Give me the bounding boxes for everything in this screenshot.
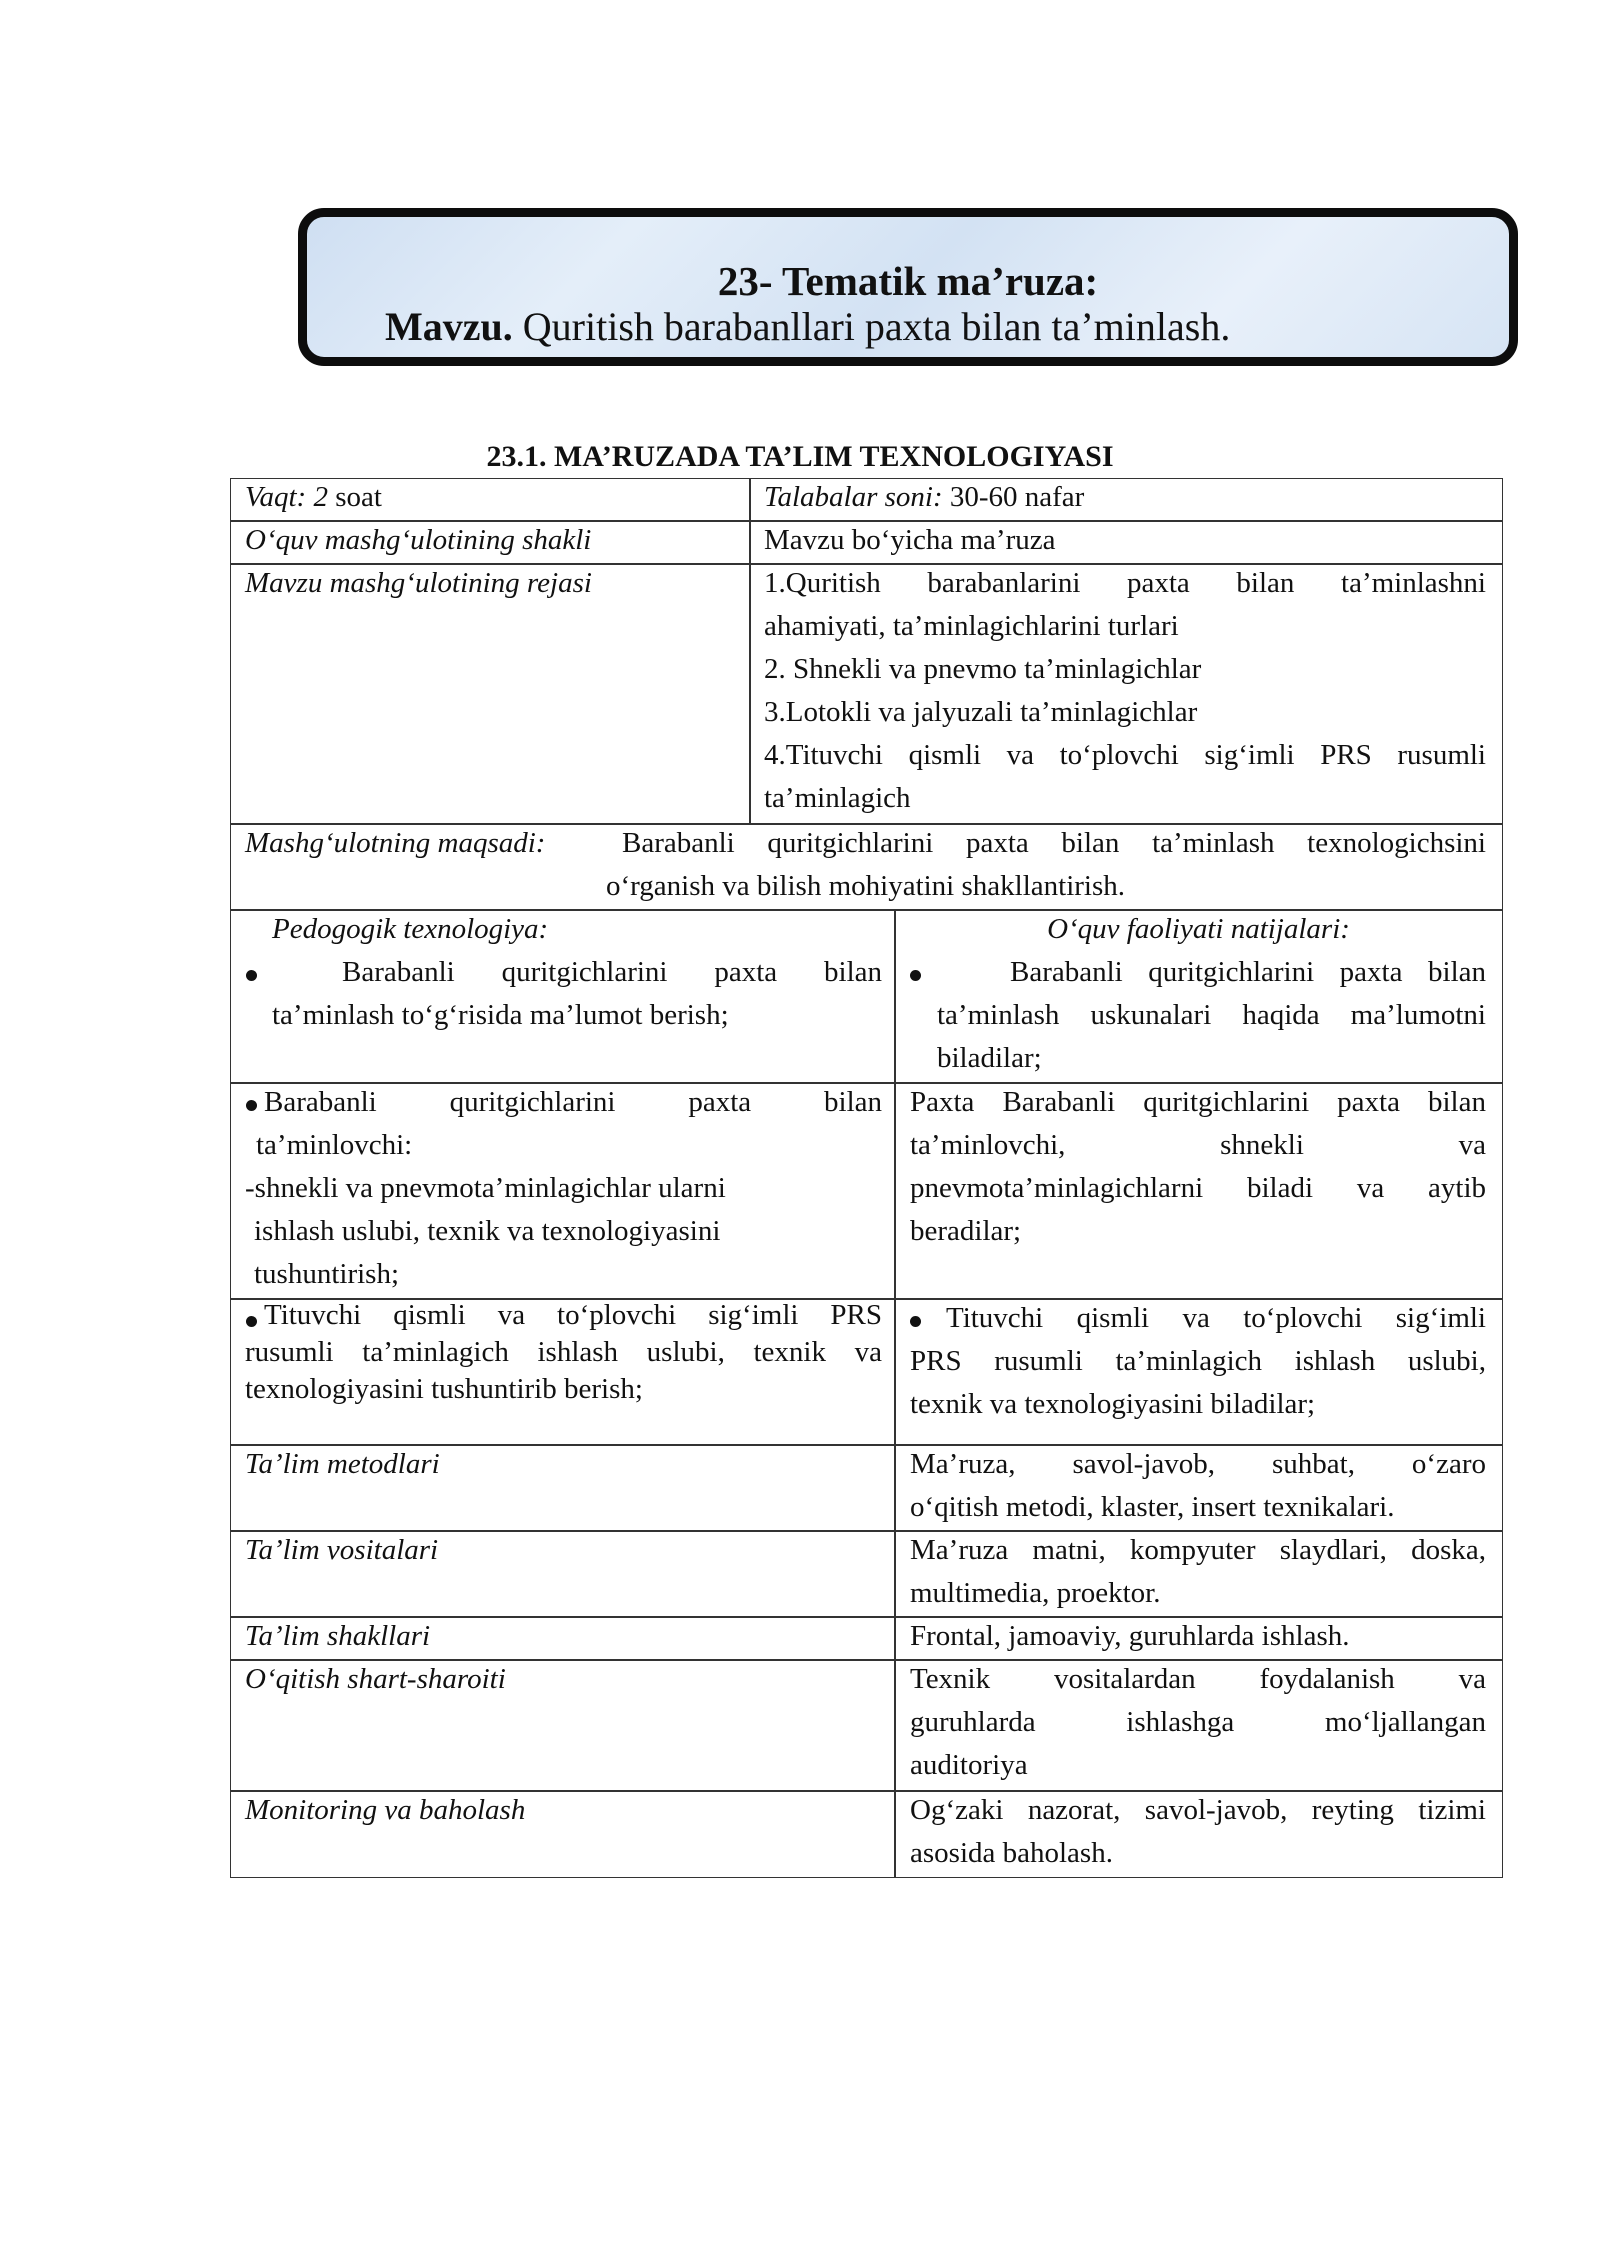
cond-line-1: Texnik vositalardan foydalanish va (910, 1663, 1486, 1695)
ped2-line-5: tushuntirish; (254, 1258, 400, 1290)
plan-item-4b: ta’minlagich (764, 782, 911, 814)
forms-value: Frontal, jamoaviy, guruhlarda ishlash. (910, 1620, 1350, 1652)
cond-line-2: guruhlarda ishlashga mo‘ljallangan (910, 1706, 1486, 1738)
ped1-line-2: ta’minlash to‘g‘risida ma’lumot berish; (272, 999, 729, 1031)
lecture-banner (298, 208, 1518, 366)
methods-label: Ta’lim metodlari (245, 1448, 440, 1480)
mon-label: Monitoring va baholash (245, 1794, 526, 1826)
lecture-topic (385, 303, 1230, 350)
students-text: Talabalar soni: 30-60 nafar (764, 481, 1085, 513)
plan-item-4: 4.Tituvchi qismli va to‘plovchi sig‘imli PRS rusumli (764, 739, 1486, 771)
goal-line-2: o‘rganish va bilish mohiyatini shakllantirish. (606, 870, 1125, 902)
goal-line-1: Barabanli quritgichlarini paxta bilan ta’minlash texnologichsini (622, 827, 1486, 859)
res2-line-3: pnevmota’minlagichlarni biladi va aytib (910, 1172, 1486, 1204)
lecture-heading: 23- Tematik ma’ruza: (717, 258, 1099, 304)
tools-line-2: multimedia, proektor. (910, 1577, 1161, 1609)
section-title: 23.1. MA’RUZADA TA’LIM TEXNOLOGIYASI (486, 440, 1114, 473)
ped3-line-2: rusumli ta’minlagich ishlash uslubi, texnik va (245, 1336, 882, 1368)
forms-label: Ta’lim shakllari (245, 1620, 431, 1652)
cond-label: O‘qitish shart-sharoiti (245, 1663, 506, 1695)
topic-text: Quritish barabanllari paxta bilan ta’minlash. (512, 304, 1231, 349)
topic-label: Mavzu. (385, 304, 513, 349)
ped-header: Pedogogik texnologiya: (272, 913, 549, 945)
form-label: O‘quv mashg‘ulotining shakli (245, 524, 592, 556)
res-header: O‘quv faoliyati natijalari: (1047, 913, 1350, 945)
mon-line-2: asosida baholash. (910, 1837, 1113, 1869)
plan-item-3: 3.Lotokli va jalyuzali ta’minlagichlar (764, 696, 1198, 728)
ped2-line-4: ishlash uslubi, texnik va texnologiyasini (254, 1215, 721, 1247)
bullet-icon (246, 970, 257, 981)
tools-label: Ta’lim vositalari (245, 1534, 439, 1566)
mon-line-1: Og‘zaki nazorat, savol-javob, reyting tizimi (910, 1794, 1486, 1826)
ped2-line-3: -shnekli va pnevmota’minlagichlar ularni (245, 1172, 726, 1204)
res2-line-1: Paxta Barabanli quritgichlarini paxta bilan (910, 1086, 1486, 1118)
res2-line-2: ta’minlovchi, shnekli va (910, 1129, 1486, 1161)
res3-line-1: Tituvchi qismli va to‘plovchi sig‘imli (946, 1302, 1486, 1334)
cond-line-3: auditoriya (910, 1749, 1028, 1781)
ped2-line-2: ta’minlovchi: (256, 1129, 413, 1161)
res1-line-3: biladilar; (937, 1042, 1042, 1074)
form-value: Mavzu bo‘yicha ma’ruza (764, 524, 1056, 556)
tools-line-1: Ma’ruza matni, kompyuter slaydlari, doska, (910, 1534, 1486, 1566)
plan-item-2: 2. Shnekli va pnevmo ta’minlagichlar (764, 653, 1202, 685)
ped2-line-1: Barabanli quritgichlarini paxta bilan (264, 1086, 882, 1118)
ped3-line-3: texnologiyasini tushuntirib berish; (245, 1373, 643, 1405)
bullet-icon (246, 1100, 257, 1111)
ped1-line-1: Barabanli quritgichlarini paxta bilan (342, 956, 882, 988)
methods-line-1: Ma’ruza, savol-javob, suhbat, o‘zaro (910, 1448, 1486, 1480)
res3-line-2: PRS rusumli ta’minlagich ishlash uslubi, (910, 1345, 1486, 1377)
bullet-icon (910, 1316, 921, 1327)
goal-label: Mashg‘ulotning maqsadi: (245, 827, 546, 859)
res2-line-4: beradilar; (910, 1215, 1022, 1247)
plan-label: Mavzu mashg‘ulotining rejasi (245, 567, 592, 599)
methods-line-2: o‘qitish metodi, klaster, insert texnikalari. (910, 1491, 1395, 1523)
bullet-icon (246, 1316, 257, 1327)
res3-line-3: texnik va texnologiyasini biladilar; (910, 1388, 1316, 1420)
ped3-line-1: Tituvchi qismli va to‘plovchi sig‘imli PRS (264, 1299, 882, 1331)
bullet-icon (910, 970, 921, 981)
plan-item-1b: ahamiyati, ta’minlagichlarini turlari (764, 610, 1179, 642)
plan-item-1: 1.Quritish barabanlarini paxta bilan ta’minlashni (764, 567, 1486, 599)
time-text: Vaqt: 2 soat (245, 481, 382, 513)
res1-line-1: Barabanli quritgichlarini paxta bilan (1010, 956, 1486, 988)
res1-line-2: ta’minlash uskunalari haqida ma’lumotni (937, 999, 1486, 1031)
